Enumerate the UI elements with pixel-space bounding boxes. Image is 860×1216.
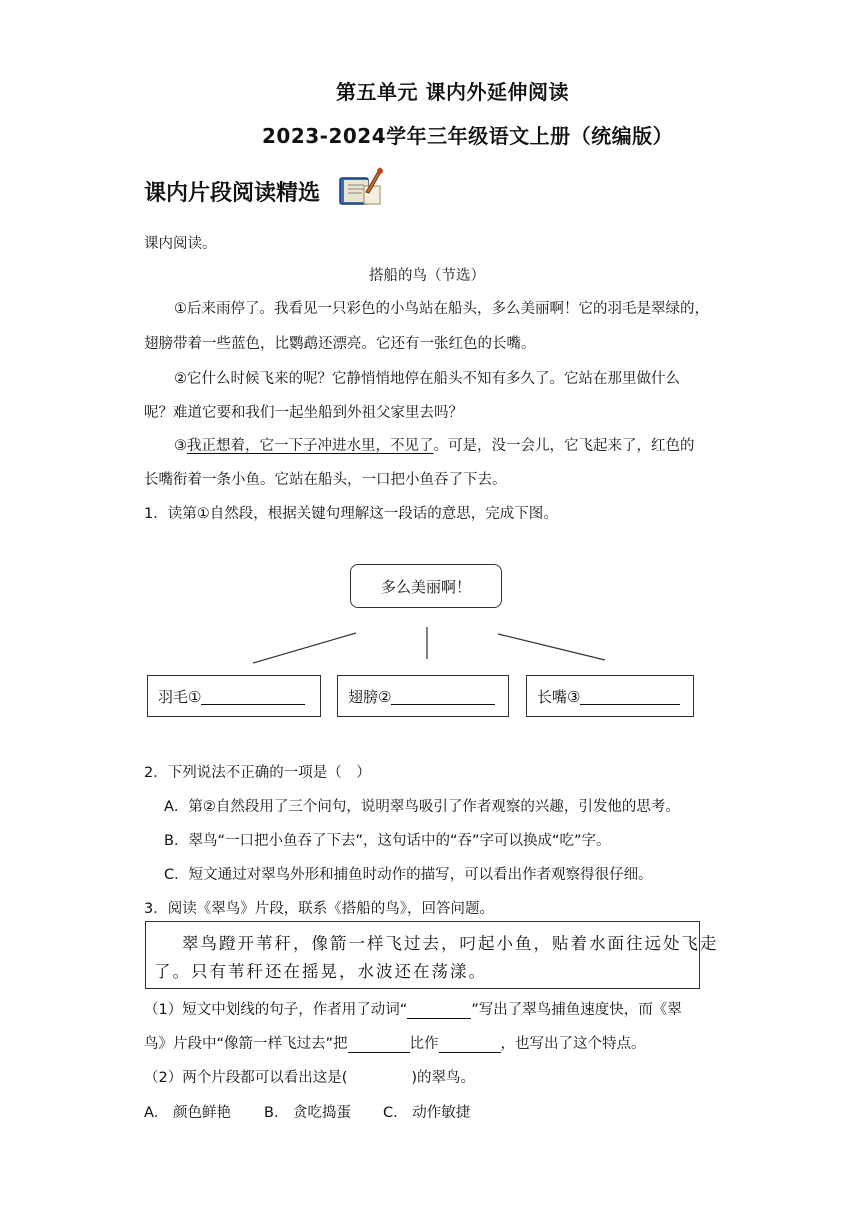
paragraph-3-number: ③ xyxy=(174,438,187,454)
answer-blank-subject[interactable] xyxy=(348,1036,410,1053)
doc-title-line2: 2023-2024学年三年级语文上册（统编版） xyxy=(262,124,674,148)
q3-choice-a[interactable]: A． 颜色鲜艳 xyxy=(144,1105,232,1121)
q3-choice-c[interactable]: C． 动作敏捷 xyxy=(383,1105,471,1121)
leaf-feathers-label: 羽毛① xyxy=(158,687,202,706)
leaf-wings-label: 翅膀② xyxy=(348,687,392,706)
excerpt-box xyxy=(145,921,719,989)
q3-sub1-line2 xyxy=(144,1032,646,1053)
q3-sub1-line1 xyxy=(144,998,682,1019)
paragraph-3-line-2: 长嘴衔着一条小鱼。它站在船头，一口把小鱼吞了下去。 xyxy=(144,472,507,488)
paragraph-2-line-2: 呢？难道它要和我们一起坐船到外祖父家里去吗？ xyxy=(144,405,463,421)
q2-option-a[interactable]: A．第②自然段用了三个问句，说明翠鸟吸引了作者观察的兴趣，引发他的思考。 xyxy=(164,799,680,815)
q3-sub1-text-d: 比作 xyxy=(409,1036,439,1052)
q3-sub2-text-b: )的翠鸟。 xyxy=(411,1070,476,1086)
answer-blank-1[interactable] xyxy=(201,688,305,705)
q3-sub2-text-a: （2）两个片段都可以看出这是( xyxy=(144,1070,348,1086)
answer-blank-sub2[interactable] xyxy=(347,1071,411,1087)
leaf-beak-label: 长嘴③ xyxy=(537,687,581,706)
q3-sub1-text-e: ，也写出了这个特点。 xyxy=(500,1036,646,1052)
paragraph-2-line-1: ②它什么时候飞来的呢？它静悄悄地停在船头不知有多久了。它站在那里做什么 xyxy=(174,371,680,387)
section-title: 课内片段阅读精选 xyxy=(144,181,321,206)
q3-choice-b[interactable]: B． 贪吃捣蛋 xyxy=(264,1105,352,1121)
answer-blank-2[interactable] xyxy=(391,688,495,705)
answer-blank-metaphor[interactable] xyxy=(439,1036,501,1053)
question-1: 1．读第①自然段，根据关键句理解这一段话的意思，完成下图。 xyxy=(144,506,558,522)
paragraph-1-line-2: 翅膀带着一些蓝色，比鹦鹉还漂亮。它还有一张红色的长嘴。 xyxy=(144,336,536,352)
question-3: 3．阅读《翠鸟》片段，联系《搭船的鸟》，回答问题。 xyxy=(144,901,494,917)
excerpt-line-2: 了。只有苇秆还在摇晃，水波还在荡漾。 xyxy=(154,962,487,981)
diagram-leaf-beak xyxy=(526,675,694,717)
answer-blank-3[interactable] xyxy=(580,688,680,705)
intro-text: 课内阅读。 xyxy=(144,236,217,252)
q3-sub1-text-c: 鸟》片段中“像箭一样飞过去”把 xyxy=(144,1036,348,1052)
diagram-leaf-wings xyxy=(337,675,509,717)
excerpt-line-1: 翠鸟蹬开苇秆，像箭一样飞过去，叼起小鱼，贴着水面往远处飞走 xyxy=(182,934,719,953)
q2-option-c[interactable]: C．短文通过对翠鸟外形和捕鱼时动作的描写，可以看出作者观察得很仔细。 xyxy=(164,867,653,883)
q3-sub2 xyxy=(144,1066,475,1087)
diagram-center-label: 多么美丽啊！ xyxy=(380,577,471,596)
underlined-sentence: 我正想着，它一下子冲进水里，不见了 xyxy=(187,438,434,454)
diagram-leaf-feathers xyxy=(147,675,321,717)
paragraph-1-line-1: ①后来雨停了。我看见一只彩色的小鸟站在船头，多么美丽啊！它的羽毛是翠绿的， xyxy=(174,301,709,317)
doc-title-line1: 第五单元 课内外延伸阅读 xyxy=(336,80,569,104)
passage-title: 搭船的鸟（节选） xyxy=(369,268,485,284)
paragraph-3-rest: 。可是，没一会儿，它飞起来了，红色的 xyxy=(433,438,695,454)
q3-sub1-text-a: （1）短文中划线的句子，作者用了动词“ xyxy=(144,1002,408,1018)
question-2: 2．下列说法不正确的一项是（ ） xyxy=(144,765,371,781)
q2-option-b[interactable]: B．翠鸟“一口把小鱼吞了下去”，这句话中的“吞”字可以换成“吃”字。 xyxy=(164,833,611,849)
q3-sub1-text-b: ”写出了翠鸟捕鱼速度快，而《翠 xyxy=(471,1002,682,1018)
answer-blank-verb[interactable] xyxy=(407,1002,471,1019)
